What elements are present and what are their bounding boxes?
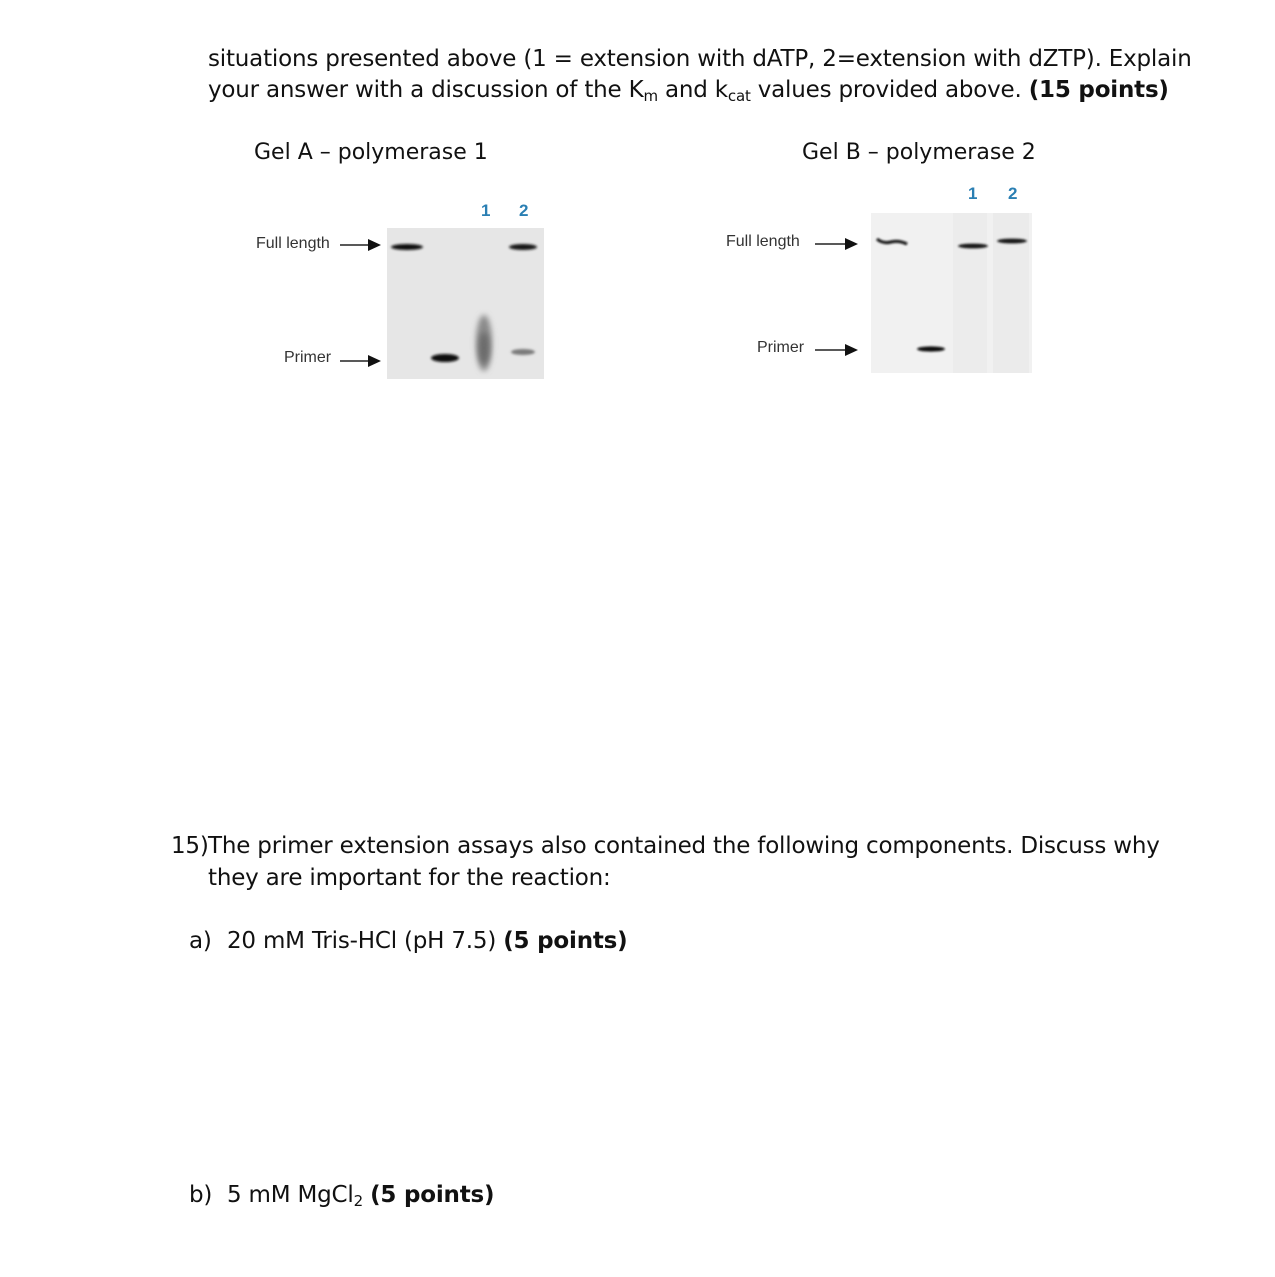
q14-line2-text-a: your answer with a discussion of the K xyxy=(208,77,644,103)
q14-line2-text-c: values provided above. xyxy=(750,77,1029,103)
q15-part-a-points: (5 points) xyxy=(503,928,628,954)
q15-part-b-marker: b) xyxy=(189,1182,213,1208)
gel-a-lane1-smear-core xyxy=(479,332,489,364)
q14-line2 xyxy=(208,75,1169,108)
gel-a-full-length-arrow-icon xyxy=(340,237,382,253)
q14-line1 xyxy=(208,44,1192,75)
gel-a-lane-1-label: 1 xyxy=(481,201,491,220)
q15-line1: The primer extension assays also contained the following components. Discuss why xyxy=(208,833,1160,859)
gel-a-title: Gel A – polymerase 1 xyxy=(254,140,488,165)
q15-number: 15) xyxy=(171,833,209,859)
km-subscript: m xyxy=(643,87,658,105)
q15-part-b-subscript: 2 xyxy=(353,1192,363,1210)
q15-line2: they are important for the reaction: xyxy=(208,865,611,891)
q15-part-b-points: (5 points) xyxy=(370,1182,495,1208)
gel-b-lane2-full-band xyxy=(997,239,1027,244)
gel-b-full-length-label: Full length xyxy=(726,233,800,250)
kcat-subscript: cat xyxy=(727,87,751,105)
gel-a-ladder-primer-band xyxy=(431,354,459,362)
gel-a-full-length-label: Full length xyxy=(256,235,330,252)
q15-part-a-text: 20 mM Tris-HCl (pH 7.5) xyxy=(227,928,504,954)
gel-a-lane2-full-band xyxy=(509,244,537,250)
gel-a-primer-arrow-icon xyxy=(340,353,382,369)
gel-a-ladder-full-band xyxy=(391,244,423,250)
q14-points: (15 points) xyxy=(1028,77,1169,103)
gel-b-primer-arrow-icon xyxy=(815,342,859,358)
gel-b-primer-label: Primer xyxy=(757,339,805,356)
gel-b-lane-1-label: 1 xyxy=(968,184,978,203)
gel-a-lane-2-label: 2 xyxy=(519,201,529,220)
gel-b-lane-2-label: 2 xyxy=(1008,184,1018,203)
q14-line1-text: situations presented above (1 = extension with dATP, 2=extension with dZTP). Explain xyxy=(208,46,1192,72)
q15-part-a-marker: a) xyxy=(189,928,212,954)
q14-line2-text-b: and k xyxy=(657,77,728,103)
gel-b-title: Gel B – polymerase 2 xyxy=(802,140,1036,165)
q15-part-b xyxy=(227,1180,494,1213)
q15-part-a xyxy=(227,926,627,957)
gel-b-ladder-primer-band xyxy=(917,346,945,351)
gel-b-lane1-full-band xyxy=(958,244,988,249)
gel-a-lane2-primer-band xyxy=(511,349,535,355)
gel-a-image xyxy=(387,228,544,379)
gel-b-image xyxy=(871,213,1032,373)
q15-part-b-text: 5 mM MgCl xyxy=(227,1182,354,1208)
gel-b-full-length-arrow-icon xyxy=(815,236,859,252)
gel-a-primer-label: Primer xyxy=(284,349,332,366)
